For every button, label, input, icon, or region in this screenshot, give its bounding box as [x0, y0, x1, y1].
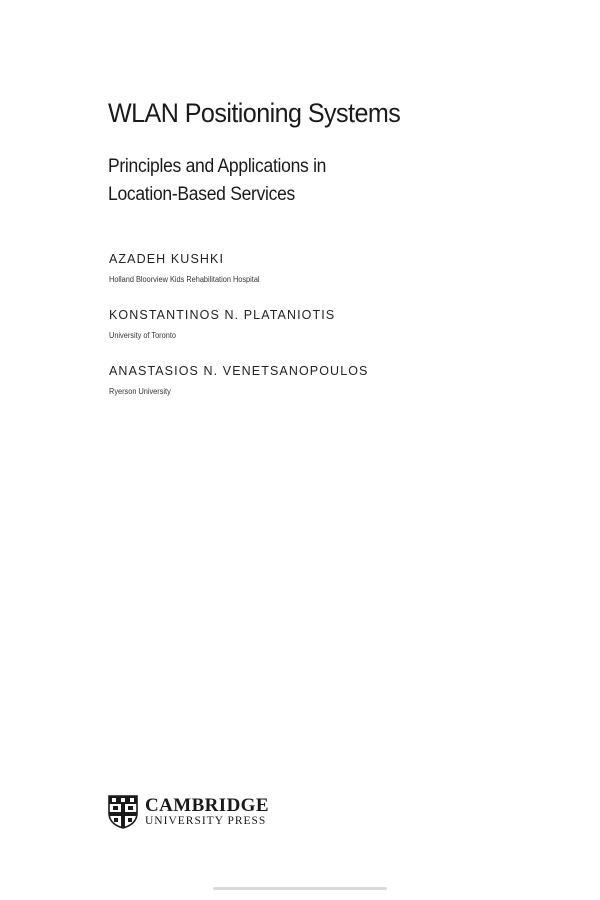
publisher-logo — [108, 795, 269, 829]
publisher-subtitle: UNIVERSITY PRESS — [145, 815, 267, 828]
author-affiliation: Ryerson University — [109, 387, 171, 396]
author-name: KONSTANTINOS N. PLATANIOTIS — [109, 308, 336, 322]
author-block-3 — [109, 364, 369, 396]
subtitle-line-1: Principles and Applications in — [108, 156, 327, 177]
author-block-2 — [109, 308, 335, 340]
cambridge-shield-icon — [108, 795, 138, 829]
book-title: WLAN Positioning Systems — [108, 98, 401, 128]
book-subtitle — [108, 153, 326, 209]
author-name: AZADEH KUSHKI — [109, 252, 225, 266]
author-name: ANASTASIOS N. VENETSANOPOULOS — [109, 364, 369, 378]
publisher-wordmark — [145, 796, 269, 828]
subtitle-line-2: Location-Based Services — [108, 184, 296, 205]
page-scroll-indicator[interactable] — [213, 887, 387, 890]
author-block-1 — [109, 252, 273, 284]
publisher-name: CAMBRIDGE — [145, 795, 269, 817]
author-affiliation: Holland Bloorview Kids Rehabilitation Hospital — [109, 275, 260, 284]
author-affiliation: University of Toronto — [109, 331, 176, 340]
